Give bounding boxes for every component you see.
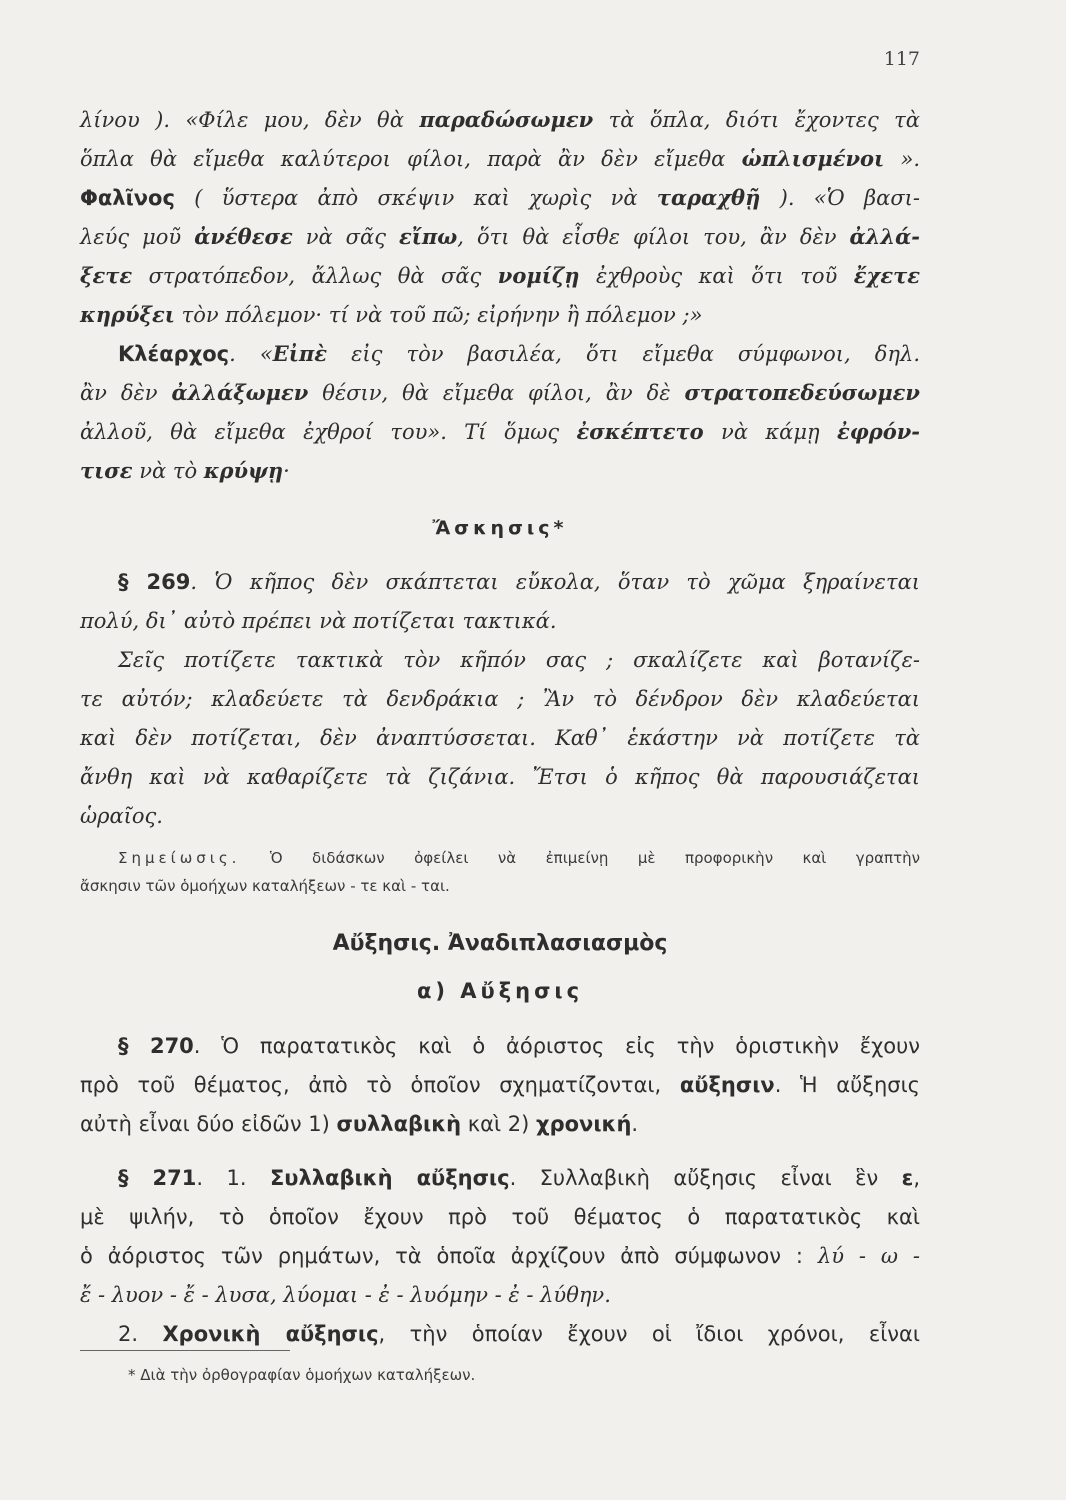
text-line: Κλέαρχος. «Εἰπὲ εἰς τὸν βασιλέα, ὅτι εἴμεθα σύμφωνοι, δηλ. — [118, 341, 920, 366]
text-line: ξετε στρατόπεδον, ἄλλως θὰ σᾶς νομίζῃ ἐχθροὺς καὶ ὅτι τοῦ ἔχετε — [80, 263, 920, 288]
text-line: λεύς μοῦ ἀνέθεσε νὰ σᾶς εἴπω, ὅτι θὰ εἶσθε φίλοι του, ἂν δὲν ἀλλά- — [80, 224, 920, 249]
text-line: ὁ ἀόριστος τῶν ρημάτων, τὰ ὁποῖα ἀρχίζουν ἀπὸ σύμφωνον : λύ - ω - — [80, 1244, 920, 1268]
text-line: ἔ - λυον - ἔ - λυσα, λύομαι - ἐ - λυόμην - ἐ - λύθην. — [80, 1283, 611, 1307]
text-line: ἂν δὲν ἀλλάξωμεν θέσιν, θὰ εἴμεθα φίλοι, ἂν δὲ στρατοπεδεύσωμεν — [80, 380, 920, 405]
text-line: πολύ, δι᾽ αὐτὸ πρέπει νὰ ποτίζεται τακτικά. — [80, 609, 557, 633]
note-line: ἄσκησιν τῶν ὁμοήχων καταλήξεων - τε καὶ - ται. — [80, 877, 450, 895]
text-line: ἀλλοῦ, θὰ εἴμεθα ἐχθροί του». Τί ὅμως ἐσκέπτετο νὰ κάμῃ ἐφρόν- — [80, 419, 920, 444]
text-line: ἄνθη καὶ νὰ καθαρίζετε τὰ ζιζάνια. Ἔτσι ὁ κῆπος θὰ παρουσιάζεται — [80, 765, 920, 789]
speaker-name: Κλέαρχος — [118, 342, 230, 366]
text-line: καὶ δὲν ποτίζεται, δὲν ἀναπτύσσεται. Καθ᾽ ἑκάστην νὰ ποτίζετε τὰ — [80, 726, 920, 750]
footnote: * Διὰ τὴν ὀρθογραφίαν ὁμοήχων καταλήξεων. — [128, 1366, 476, 1384]
text-line: Φαλῖνος ( ὕστερα ἀπὸ σκέψιν καὶ χωρὶς νὰ ταραχθῇ ). «Ὁ βασι- — [80, 185, 920, 210]
text-line: μὲ ψιλήν, τὸ ὁποῖον ἔχουν πρὸ τοῦ θέματος ὁ παρατατικὸς καὶ — [80, 1205, 920, 1229]
exercise-heading: Ἄσκησις* — [432, 517, 568, 539]
text-line: αὐτὴ εἶναι δύο εἰδῶν 1) συλλαβικὴ καὶ 2) χρονική. — [80, 1112, 639, 1136]
chapter-heading: Αὔξησις. Ἀναδιπλασιασμὸς — [332, 931, 668, 956]
section-number: § 271 — [118, 1166, 197, 1190]
note-label: Σημείωσις. — [118, 849, 241, 867]
page-number: 117 — [883, 48, 920, 70]
text-line: ὅπλα θὰ εἴμεθα καλύτεροι φίλοι, παρὰ ἂν δὲν εἴμεθα ὡπλισμένοι ». — [80, 146, 920, 171]
section-number: § 269 — [118, 570, 191, 594]
speaker-name: Φαλῖνος — [80, 186, 175, 210]
note-line: Σημείωσις. Ὁ διδάσκων ὀφείλει νὰ ἐπιμείνῃ μὲ προφορικὴν καὶ γραπτὴν — [118, 849, 920, 867]
text-line: τε αὐτόν; κλαδεύετε τὰ δενδράκια ; Ἂν τὸ δένδρον δὲν κλαδεύεται — [80, 687, 920, 711]
text-line: τισε νὰ τὸ κρύψῃ· — [80, 458, 290, 483]
text-line: § 270. Ὁ παρατατικὸς καὶ ὁ ἀόριστος εἰς τὴν ὁριστικὴν ἔχουν — [118, 1034, 920, 1058]
section-number: § 270 — [118, 1034, 194, 1058]
text-line: § 271. 1. Συλλαβικὴ αὔξησις. Συλλαβικὴ αὔξησις εἶναι ἓν ε, — [118, 1166, 920, 1190]
text-line: § 269. Ὁ κῆπος δὲν σκάπτεται εὔκολα, ὅταν τὸ χῶμα ξηραίνεται — [118, 570, 920, 594]
text-line: Σεῖς ποτίζετε τακτικὰ τὸν κῆπόν σας ; σκαλίζετε καὶ βοτανίζε- — [118, 648, 920, 672]
text-line: 2. Χρονικὴ αὔξησις, τὴν ὁποίαν ἔχουν οἱ ἴδιοι χρόνοι, εἶναι — [118, 1322, 920, 1346]
sub-heading: α) Αὔξησις — [416, 979, 584, 1003]
text-line: πρὸ τοῦ θέματος, ἀπὸ τὸ ὁποῖον σχηματίζονται, αὔξησιν. Ἡ αὔξησις — [80, 1073, 921, 1097]
text-line: ὡραῖος. — [80, 804, 163, 828]
text-line: κηρύξει τὸν πόλεμον· τί νὰ τοῦ πῶ; εἰρήνην ἢ πόλεμον ;» — [80, 302, 703, 327]
footnote-rule — [80, 1350, 290, 1351]
text-line: λίνου ). «Φίλε μου, δὲν θὰ παραδώσωμεν τὰ ὅπλα, διότι ἔχοντες τὰ — [80, 107, 920, 132]
